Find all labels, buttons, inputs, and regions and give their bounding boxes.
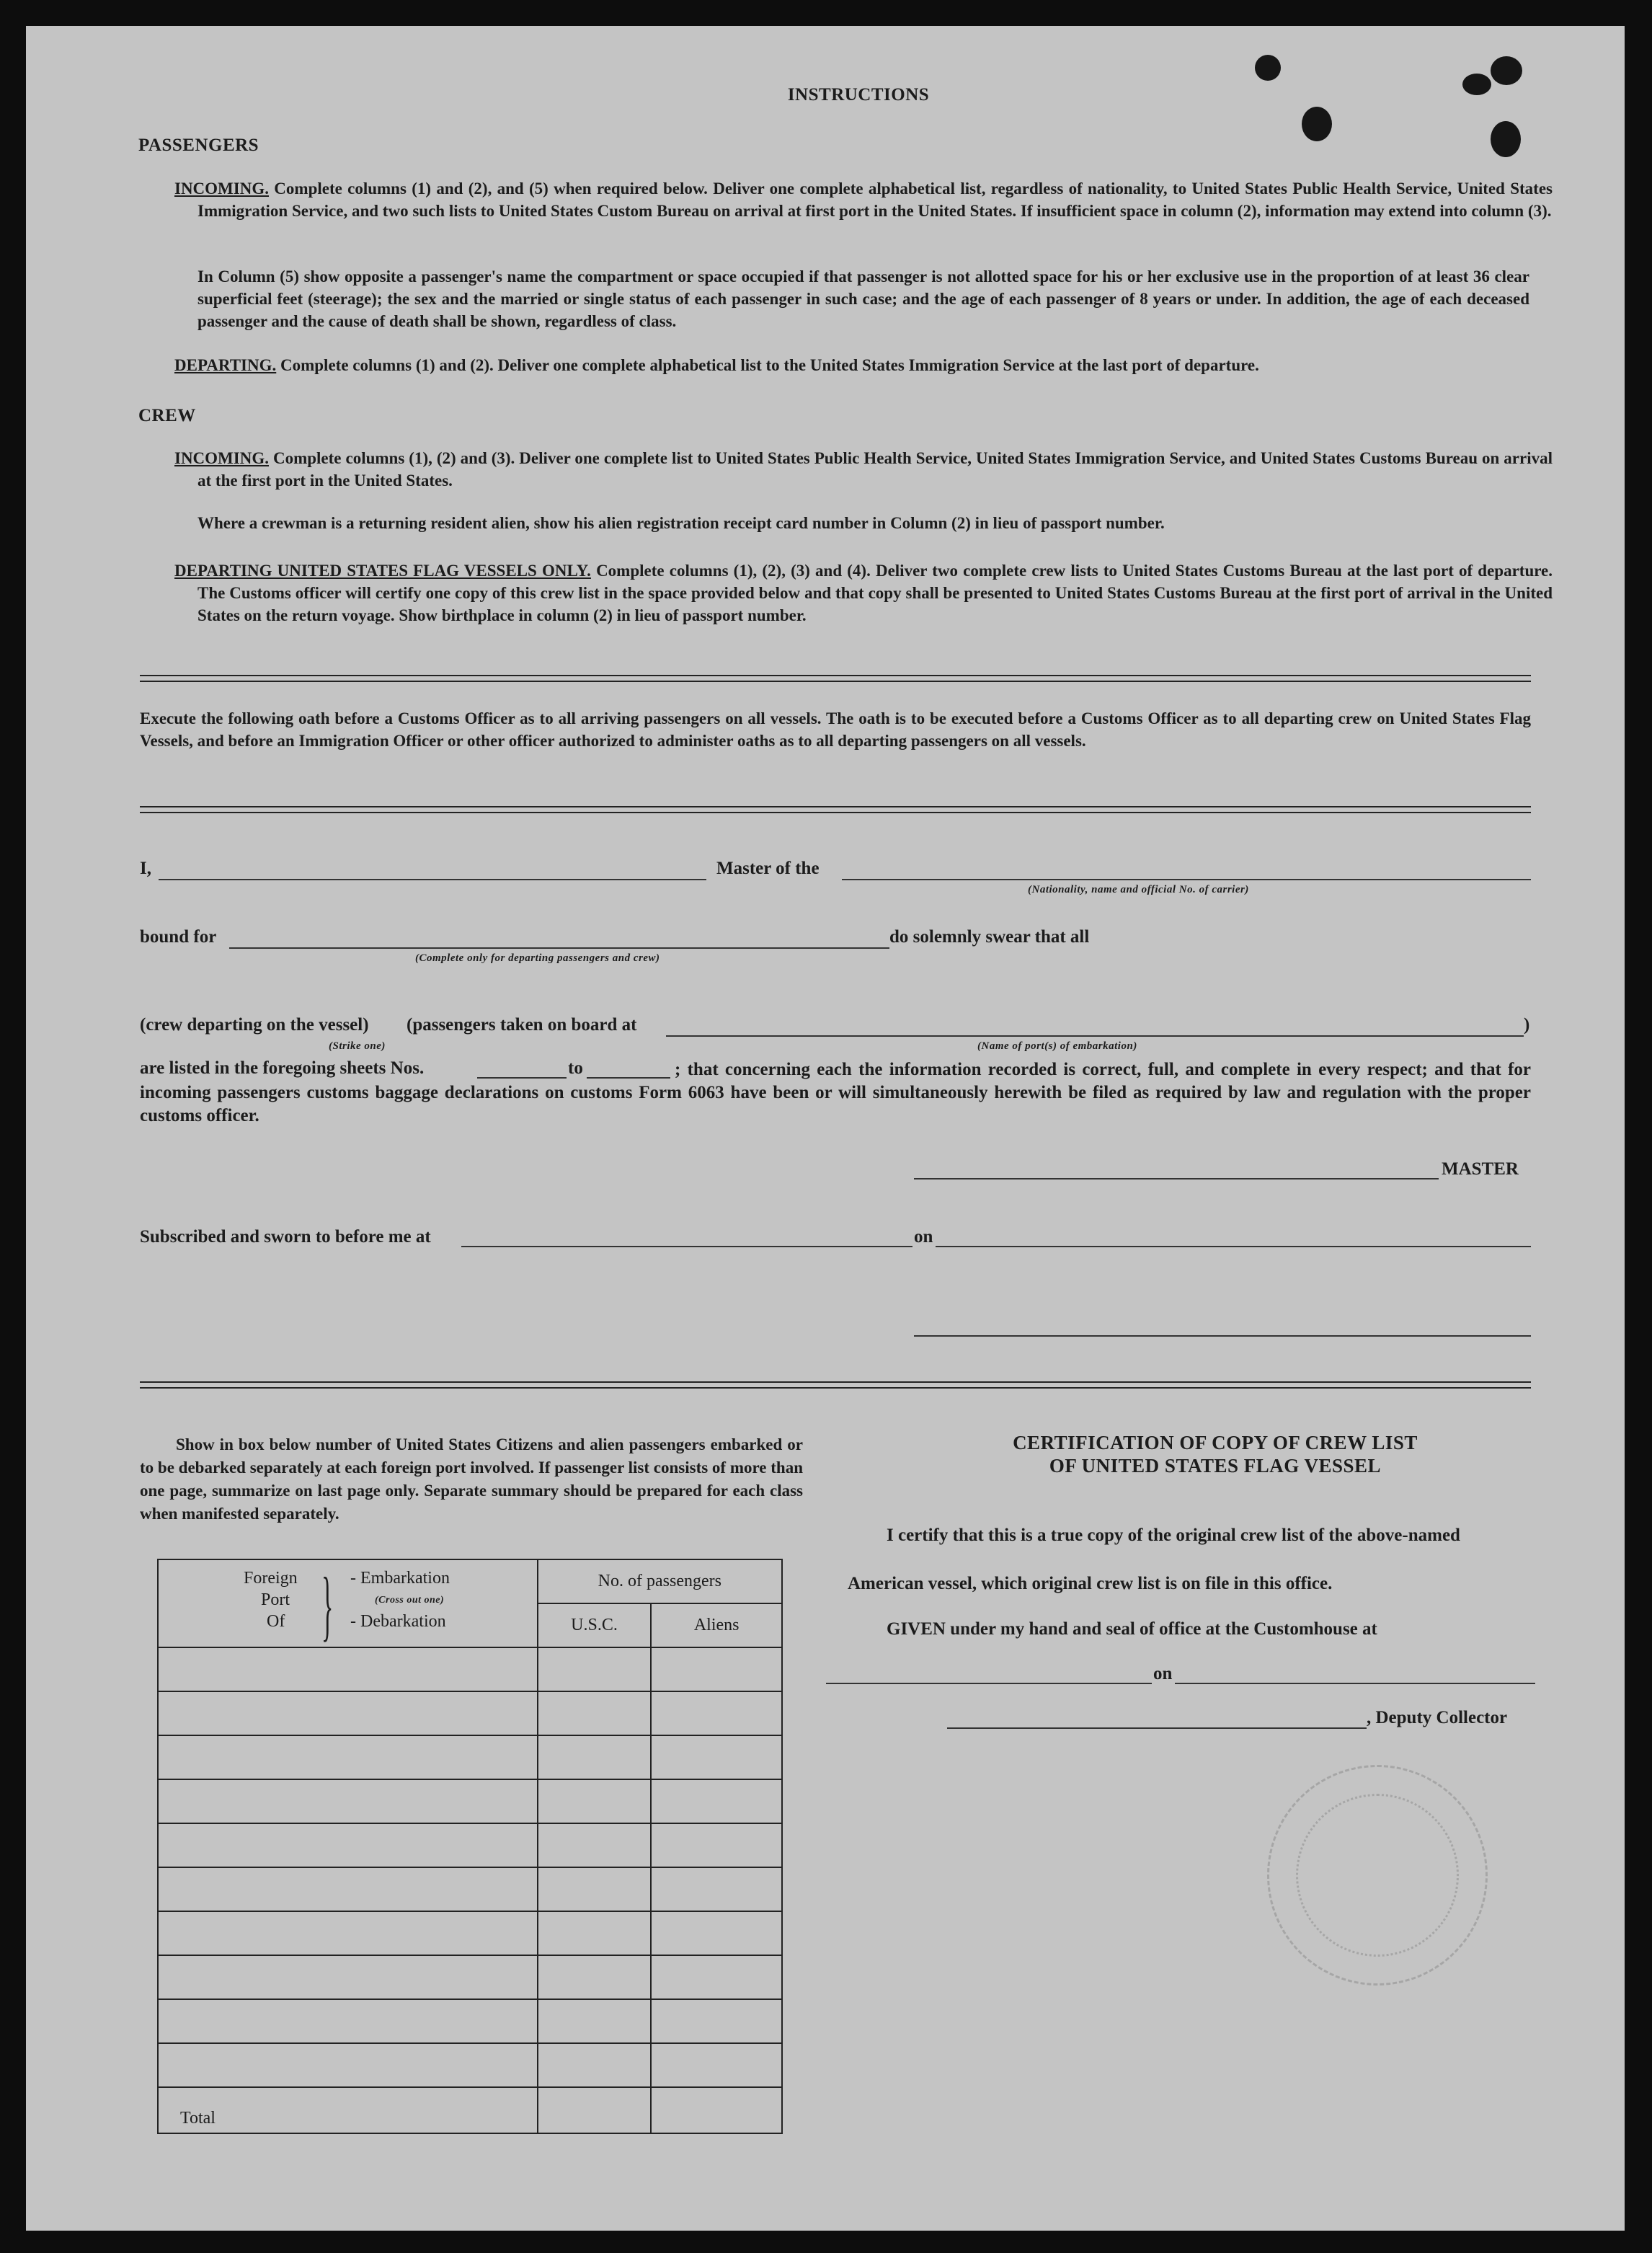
listed-label: are listed in the foregoing sheets Nos. — [140, 1058, 425, 1078]
bound-for-label: bound for — [140, 927, 217, 947]
crew-incoming-text: Complete columns (1), (2) and (3). Deliver one complete list to United States Public Health Service, United States Immigration Service, and United States Customs Bureau on arrival at the first port in the United States. — [197, 449, 1553, 490]
passengers-incoming-label: INCOMING. — [174, 180, 269, 198]
page-title: INSTRUCTIONS — [787, 85, 930, 105]
given-word: GIVEN — [887, 1619, 946, 1639]
subscribed-label: Subscribed and sworn to before me at — [140, 1227, 431, 1247]
certification-line-2: American vessel, which original crew list is on file in this office. — [848, 1574, 1333, 1593]
oath-i-label: I, — [140, 859, 151, 878]
table-row — [158, 1691, 782, 1735]
swear-label: do solemnly swear that all — [889, 927, 1090, 947]
bound-for-hint: (Complete only for departing passengers and crew) — [415, 952, 660, 964]
passengers-departing-label: DEPARTING. — [174, 356, 277, 374]
col-no-passengers: No. of passengers — [538, 1559, 782, 1603]
oath-intro: Execute the following oath before a Customs Officer as to all arriving passengers on all vessels. The oath is to be executed before a Customs Officer as to all departing crew on United States Flag Vessels, and before an Immigration Officer or other officer authorized to administer oaths as to all departing passengers on all vessels. — [140, 709, 1531, 750]
passengers-incoming-para — [174, 177, 1553, 222]
passengers-column5-para: In Column (5) show opposite a passenger's name the compartment or space occupied if that passenger is not allotted space for his or her exclusive use in the proportion of at least 36 clear superficial feet (steerage); the sex and the married or single status of each passenger in such case; and the age of each passenger of 8 years or under. In addition, the age of each deceased passenger and the cause of death shall be shown, regardless of class. — [197, 267, 1529, 330]
col-aliens: Aliens — [651, 1603, 782, 1647]
passenger-summary-table — [157, 1559, 783, 2134]
certification-given — [887, 1619, 1377, 1639]
punch-hole — [1302, 107, 1332, 141]
crew-departing-para — [174, 559, 1553, 627]
strike-one-hint: (Strike one) — [329, 1040, 386, 1052]
passengers-departing-para — [174, 354, 1529, 376]
divider-rule — [140, 806, 1531, 807]
foreign-port-header — [158, 1559, 538, 1650]
carrier-hint: (Nationality, name and official No. of carrier) — [1028, 884, 1249, 895]
crew-departing-label: DEPARTING UNITED STATES FLAG VESSELS ONLY. — [174, 562, 591, 580]
given-rest: under my hand and seal of office at the Customhouse at — [950, 1619, 1377, 1639]
table-row — [158, 1911, 782, 1955]
table-row — [158, 1823, 782, 1867]
listed-rest: ; that concerning each the information recorded is correct, full, and complete in every respect; and that for incoming passengers customs baggage declarations on customs Form 6063 have been or will simultaneously herewith be filed as required by law and regulation with the proper customs officer. — [140, 1060, 1531, 1125]
table-row — [158, 1955, 782, 1999]
sworn-place-field[interactable] — [461, 1246, 912, 1247]
close-paren: ) — [1524, 1015, 1530, 1035]
table-row — [158, 2043, 782, 2087]
ports-hint: (Name of port(s) of embarkation) — [977, 1040, 1137, 1052]
divider-rule — [140, 1387, 1531, 1389]
crew-resident-para: Where a crewman is a returning resident alien, show his alien registration receipt card number in Column (2) in lieu of passport number. — [197, 514, 1165, 532]
col-usc: U.S.C. — [538, 1603, 652, 1647]
passengers-departing-text: Complete columns (1) and (2). Deliver one complete alphabetical list to the United States Immigration Service at the last port of departure. — [280, 356, 1259, 374]
col-debark: - Debarkation — [350, 1612, 446, 1631]
passengers-incoming-text: Complete columns (1) and (2), and (5) when required below. Deliver one complete alphabetical list, regardless of nationality, to United States Public Health Service, United States Immigration Service, and two such lists to United States Custom Bureau on arrival at first port in the United States. If insufficient space in column (2), information may extend into column (3). — [197, 180, 1553, 220]
total-label: Total — [158, 2087, 538, 2133]
cert-on-label: on — [1153, 1664, 1173, 1683]
form-page — [26, 26, 1625, 2231]
col-foreign: Foreign — [244, 1569, 298, 1588]
col-embark: - Embarkation — [350, 1569, 450, 1588]
crew-incoming-label: INCOMING. — [174, 449, 269, 467]
bound-for-field[interactable] — [229, 947, 889, 949]
col-port: Port — [261, 1590, 290, 1609]
col-cross: (Cross out one) — [375, 1595, 445, 1606]
master-sig-label: MASTER — [1442, 1159, 1519, 1179]
cert-date-field[interactable] — [1175, 1683, 1535, 1684]
certification-title-1: CERTIFICATION OF COPY OF CREW LIST — [1013, 1432, 1418, 1453]
to-label: to — [568, 1058, 583, 1078]
punch-hole — [1491, 56, 1522, 85]
master-name-field[interactable] — [159, 879, 706, 880]
master-signature-field[interactable] — [914, 1178, 1439, 1179]
sworn-on-label: on — [914, 1227, 933, 1247]
master-of-label: Master of the — [716, 859, 820, 878]
crew-departing-option: (crew departing on the vessel) — [140, 1015, 369, 1035]
brace-icon: } — [321, 1564, 334, 1650]
col-of: Of — [267, 1612, 285, 1631]
table-row — [158, 1867, 782, 1911]
divider-rule — [140, 1381, 1531, 1383]
officer-signature-field[interactable] — [914, 1335, 1531, 1337]
deputy-signature-field[interactable] — [947, 1727, 1367, 1729]
divider-rule — [140, 812, 1531, 813]
crew-departing-text: Complete columns (1), (2), (3) and (4). Deliver two complete crew lists to United States Customs Bureau at the last port of departure. The Customs officer will certify one copy of this crew list in the space provided below and that copy shall be presented to United States Customs Bureau at the first port of arrival in the United States on the return voyage. Show birthplace in column (2) in lieu of passport number. — [197, 562, 1553, 624]
divider-rule — [140, 681, 1531, 682]
punch-hole — [1491, 121, 1521, 157]
total-row — [158, 2087, 782, 2133]
crew-heading: CREW — [138, 406, 196, 425]
sworn-date-field[interactable] — [936, 1246, 1531, 1247]
table-row — [158, 1735, 782, 1779]
certification-line-1: I certify that this is a true copy of the original crew list of the above-named — [887, 1526, 1460, 1545]
divider-rule — [140, 675, 1531, 676]
table-row — [158, 1779, 782, 1823]
summary-instructions: Show in box below number of United States Citizens and alien passengers embarked or to be debarked separately at each foreign port involved. If passenger list consists of more than one page, summarize on last page only. Separate summary should be prepared for each class when manifested separately. — [140, 1435, 803, 1523]
embarkation-ports-field[interactable] — [666, 1035, 1524, 1037]
deputy-collector-label: , Deputy Collector — [1367, 1708, 1508, 1727]
table-row — [158, 1647, 782, 1691]
customhouse-field[interactable] — [826, 1683, 1152, 1684]
passengers-taken-option: (passengers taken on board at — [407, 1015, 637, 1035]
customs-seal-inner — [1296, 1794, 1459, 1957]
punch-hole — [1255, 55, 1281, 81]
carrier-field[interactable] — [842, 879, 1531, 880]
crew-incoming-para — [174, 447, 1553, 492]
table-row — [158, 1999, 782, 2043]
passengers-heading: PASSENGERS — [138, 136, 259, 155]
certification-title-2: OF UNITED STATES FLAG VESSEL — [1049, 1455, 1382, 1477]
